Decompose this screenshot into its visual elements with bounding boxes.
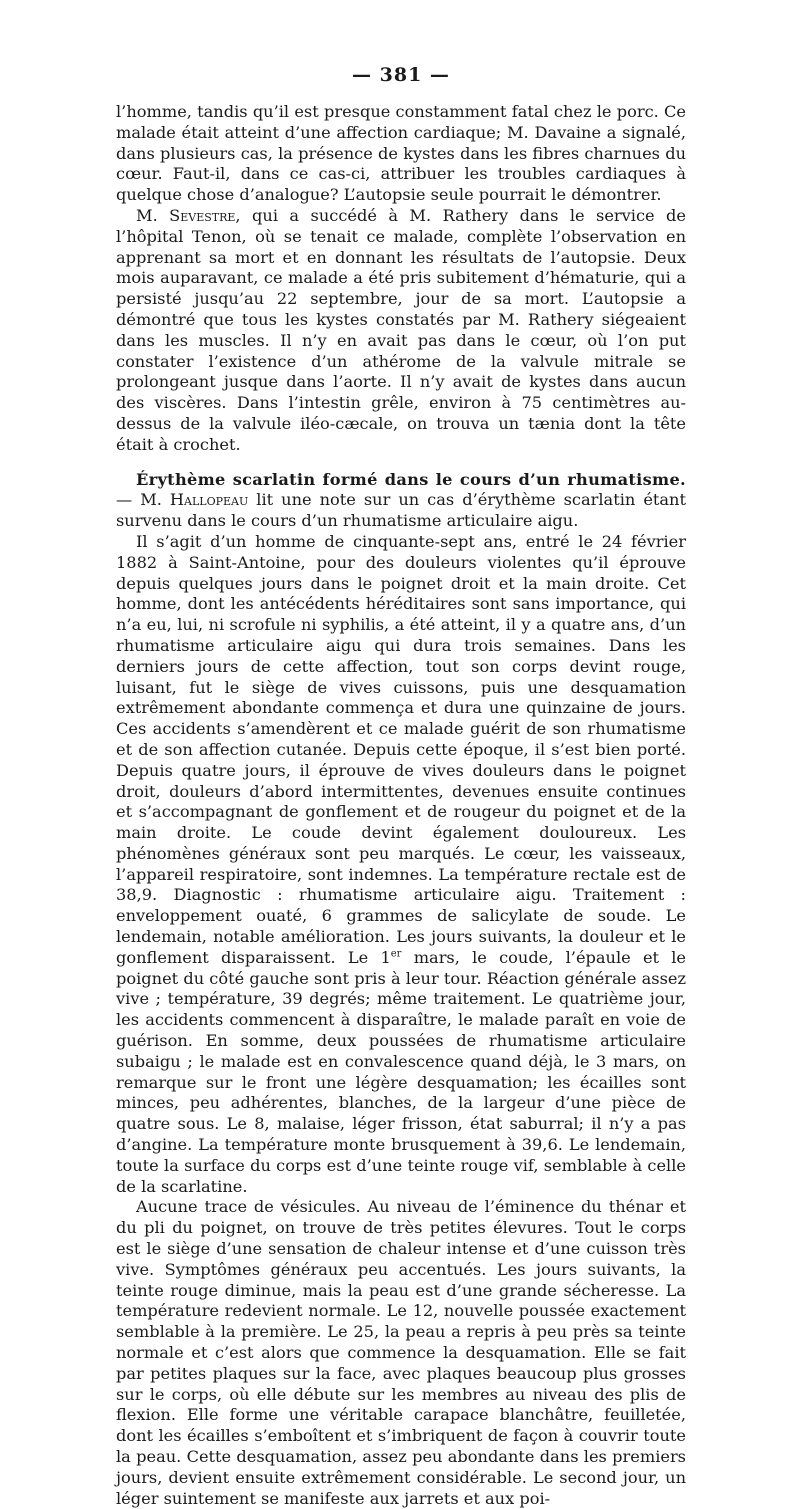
paragraph-text: mars, le coude, l’épaule et le poignet du côté gauche sont pris à leur tour. Réaction générale assez vive ; température, 39 degrés; même traitement. Le quatrième jour, les accidents commencent à disparaître, le malade paraît en voie de guérison. En somme, deux poussées de rhumatisme articulaire subaigu ; le malade est en convalescence quand déjà, le 3 mars, on remarque sur le front une légère desquamation; les écailles sont minces, peu adhérentes, blanches, de la largeur d’une pièce de quatre sous. Le 8, malaise, léger frisson, état saburral; il n’y a pas d’angine. La température monte brusquement à 39,6. Le lendemain, toute la surface du corps est d’une teinte rouge vif, semblable à celle de la scarlatine. <box>116 947 687 1196</box>
paragraph-case-description <box>116 532 686 1198</box>
paragraph-desquamation <box>116 1197 686 1509</box>
document-page <box>116 62 686 1509</box>
paragraph-text: Aucune trace de vésicules. Au niveau de l’éminence du thénar et du pli du poignet, on trouve de très petites élevures. Tout le corps est le siège d’une sensation de chaleur intense et d’une cuisson très vive. Symptômes généraux peu accentués. Les jours suivants, la teinte rouge diminue, mais la peau est d’une grande sécheresse. La température redevient normale. Le 12, nouvelle poussée exactement semblable à la première. Le 25, la peau a repris à peu près sa teinte normale et c’est alors que commence la desquamation. Elle se fait par petites plaques sur la face, avec plaques beaucoup plus grosses sur le corps, où elle débute sur les membres au niveau des plis de flexion. Elle forme une véritable carapace blanchâtre, feuilletée, dont les écailles s’emboîtent et s’imbriquent de façon à couvrir toute la peau. Cette desquamation, assez peu abondante dans les premiers jours, devient ensuite extrêmement considérable. Le second jour, un léger suintement se manifeste aux jarrets et aux poi- <box>116 1197 686 1508</box>
heading-dash: — M. <box>116 490 170 510</box>
section-hallopeau <box>116 470 686 532</box>
author-name: M. Sevestre, <box>136 205 241 225</box>
section-heading: Érythème scarlatin formé dans le cours d’un rhumatisme. <box>136 469 686 489</box>
paragraph-text: Il s’agit d’un homme de cinquante-sept ans, entré le 24 février 1882 à Saint-Antoine, pour des douleurs violentes qu’il éprouve depuis quelques jours dans le poignet droit et la main droite. Cet homme, dont les antécédents héréditaires sont sans importance, qui n’a eu, lui, ni scrofule ni syphilis, a été atteint, il y a quatre ans, d’un rhumatisme articulaire aigu qui dura trois semaines. Dans les derniers jours de cette affection, tout son corps devint rouge, luisant, fut le siège de vives cuissons, puis une desquamation extrêmement abondante commença et dura une quinzaine de jours. Ces accidents s’amendèrent et ce malade guérit de son rhumatisme et de son affection cutanée. Depuis cette époque, il s’est bien porté. Depuis quatre jours, il éprouve de vives douleurs dans le poignet droit, douleurs d’abord intermittentes, devenues ensuite continues et s’accompagnant de gonflement et de rougeur du poignet et de la main droite. Le coude devint également douloureux. Les phénomènes généraux sont peu marqués. Le cœur, les vaisseaux, l’appareil respiratoire, sont indemnes. La température rectale est de 38,9. Diagnostic : rhumatisme articulaire aigu. Traitement : enveloppement ouaté, 6 grammes de salicylate de soude. Le lendemain, notable amélioration. Les jours suivants, la douleur et le gonflement disparaissent. Le 1 <box>116 531 686 967</box>
paragraph-continuation <box>116 102 686 206</box>
author-name: Hallopeau <box>169 490 249 510</box>
paragraph-sevestre <box>116 206 686 456</box>
superscript: er <box>390 948 402 960</box>
paragraph-text: lit une note sur un cas d’érythème scarlatin étant survenu dans le cours d’un rhumatisme articulaire aigu. <box>116 490 686 531</box>
page-number: — 381 — <box>352 64 450 86</box>
paragraph-text: l’homme, tandis qu’il est presque constamment fatal chez le porc. Ce malade était atteint d’une affection cardiaque; M. Davaine a signalé, dans plusieurs cas, la présence de kystes dans les fibres charnues du cœur. Faut-il, dans ce cas-ci, attribuer les troubles cardiaques à quelque chose d’analogue? L’autopsie seule pourrait le démontrer. <box>116 102 686 205</box>
paragraph-text: qui a succédé à M. Rathery dans le service de l’hôpital Tenon, où se tenait ce malade, complète l’observation en apprenant sa mort et en donnant les résultats de l’autopsie. Deux mois auparavant, ce malade a été pris subitement d’hématurie, qui a persisté jusqu’au 22 septembre, jour de sa mort. L’autopsie a démontré que tous les kystes constatés par M. Rathery siégeaient dans les muscles. Il n’y en avait pas dans le cœur, où l’on put constater l’existence d’un athérome de la valvule mitrale se prolongeant jusque dans l’aorte. Il n’y avait de kystes dans aucun des viscères. Dans l’intestin grêle, environ à 75 centimètres au-dessus de la valvule iléo-cæcale, on trouva un tænia dont la tête était à crochet. <box>116 205 686 454</box>
